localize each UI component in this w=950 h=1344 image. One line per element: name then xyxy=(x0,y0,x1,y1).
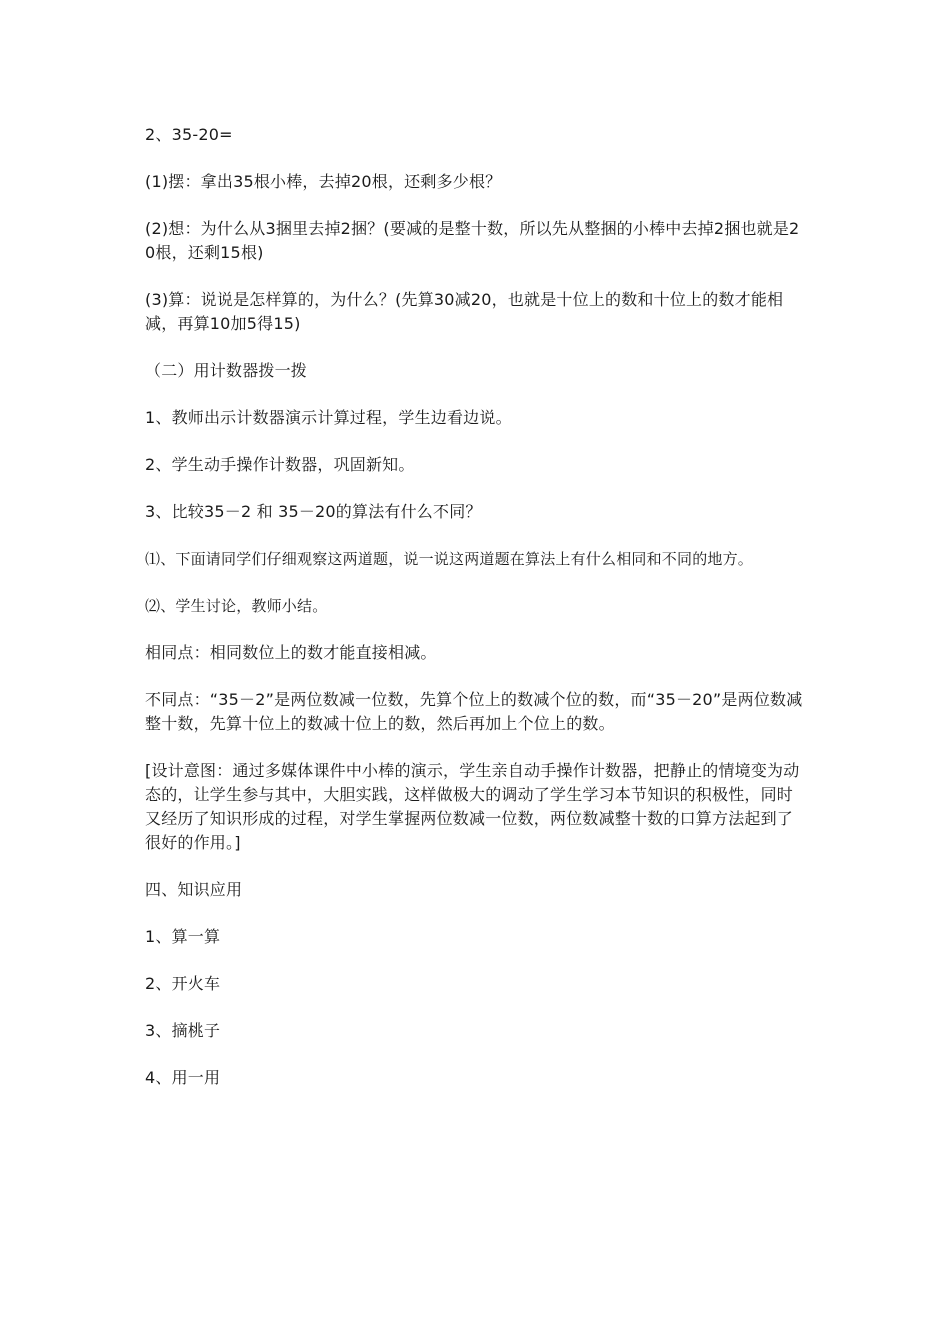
similarity-text: 相同点：相同数位上的数才能直接相减。 xyxy=(145,643,437,662)
counter-item-3: 3、比较35－2 和 35－20的算法有什么不同？ xyxy=(145,502,482,521)
application-item-4: 4、用一用 xyxy=(145,1068,221,1087)
application-item-2: 2、开火车 xyxy=(145,974,221,993)
design-intent-note: [设计意图：通过多媒体课件中小棒的演示，学生亲自动手操作计数器，把静止的情境变为动态的，让学生参与其中，大胆实践，这样做极大的调动了学生学习本节知识的积极性，同时又经历了知识形成的过程，对学生掌握两位数减一位数，两位数减整十数的口算方法起到了很好的作用。] xyxy=(145,761,800,852)
section-counter-heading: （二）用计数器拨一拨 xyxy=(145,361,308,380)
application-item-1: 1、算一算 xyxy=(145,927,221,946)
counter-item-1: 1、教师出示计数器演示计算过程，学生边看边说。 xyxy=(145,408,512,427)
difference-text: 不同点：“35－2”是两位数减一位数，先算个位上的数减个位的数，而“35－20”是两位数减整十数，先算十位上的数减十位上的数，然后再加上个位上的数。 xyxy=(145,690,803,733)
compare-item-2: ⑵、学生讨论，教师小结。 xyxy=(145,597,328,615)
compare-item-1: ⑴、下面请同学们仔细观察这两道题，说一说这两道题在算法上有什么相同和不同的地方。 xyxy=(145,550,754,568)
step-think: (2)想：为什么从3捆里去掉2捆？(要减的是整十数，所以先从整捆的小棒中去掉2捆也就是20根，还剩15根) xyxy=(145,219,800,262)
step-calculate: (3)算：说说是怎样算的，为什么？(先算30减20，也就是十位上的数和十位上的数才能相减，再算10加5得15) xyxy=(145,290,784,333)
section-application-heading: 四、知识应用 xyxy=(145,880,243,899)
step-arrange: (1)摆：拿出35根小棒，去掉20根，还剩多少根？ xyxy=(145,172,502,191)
document-body xyxy=(145,123,805,1113)
counter-item-2: 2、学生动手操作计数器，巩固新知。 xyxy=(145,455,415,474)
application-item-3: 3、摘桃子 xyxy=(145,1021,221,1040)
heading-problem-2: 2、35-20= xyxy=(145,125,233,144)
